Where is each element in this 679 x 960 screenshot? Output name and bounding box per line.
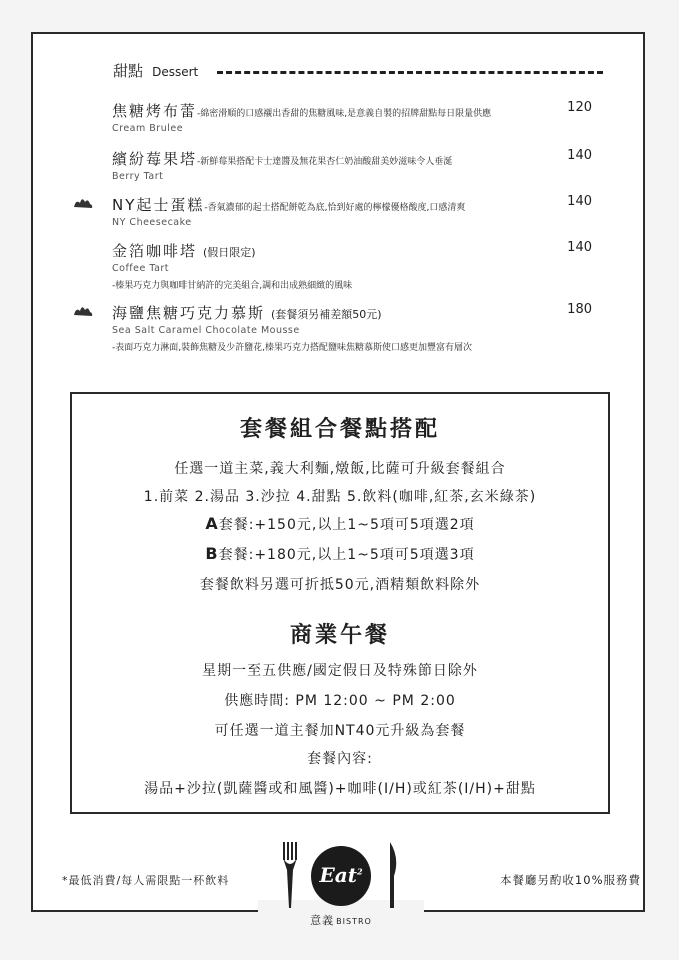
- logo-brand: [311, 863, 371, 887]
- menu-item-sea-salt-mousse: [112, 302, 592, 353]
- section-header: [113, 60, 603, 84]
- lunch-upgrade: 可任選一道主餐加NT40元升級為套餐: [214, 723, 466, 739]
- section-title-en: Dessert: [152, 65, 199, 79]
- plan-a-text: 套餐:+150元,以上1~5項可5項選2項: [218, 517, 475, 533]
- plan-b-label: B: [205, 544, 219, 563]
- item-name-en: Cream Brulee: [112, 123, 184, 134]
- menu-item-cream-brulee: [112, 100, 592, 134]
- plan-a-label: A: [205, 514, 219, 533]
- lunch-contents: 湯品+沙拉(凱薩醬或和風醬)+咖啡(I/H)或紅茶(I/H)+甜點: [144, 781, 536, 797]
- item-badge: (套餐須另補差額50元): [271, 308, 382, 321]
- item-name-en: NY Cheesecake: [112, 217, 192, 228]
- item-desc: -綿密滑順的口感襯出香甜的焦糖風味,是意義自製的招牌甜點每日限量供應: [197, 109, 492, 119]
- item-badge: (假日限定): [203, 246, 256, 259]
- item-price: 140: [567, 194, 592, 209]
- logo-tag-zh: 意義: [310, 914, 335, 927]
- item-name-en: Coffee Tart: [112, 263, 170, 274]
- item-name: 金箔咖啡塔: [112, 242, 198, 260]
- service-charge-note: 本餐廳另酌收10%服務費: [499, 873, 641, 887]
- item-name-en: Berry Tart: [112, 171, 164, 182]
- set-meal-box: [70, 392, 610, 814]
- set-meal-courses: 1.前菜 2.湯品 3.沙拉 4.甜點 5.飲料(咖啡,紅茶,玄米綠茶): [143, 489, 537, 505]
- item-name: 焦糖烤布蕾: [112, 102, 198, 120]
- knife-icon: [376, 840, 406, 910]
- logo-tag-en: BISTRO: [336, 917, 372, 926]
- set-meal-title: 套餐組合餐點搭配: [239, 417, 440, 442]
- lunch-days: 星期一至五供應/國定假日及特殊節日除外: [202, 663, 478, 679]
- item-note: -表面巧克力淋面,裝飾焦糖及少許鹽花,榛果巧克力搭配鹽味焦糖慕斯使口感更加豐富有層次: [112, 343, 472, 353]
- item-note: -榛果巧克力與咖啡甘納許的完美組合,調和出成熟細緻的風味: [112, 281, 353, 291]
- set-meal-line: 任選一道主菜,義大利麵,燉飯,比薩可升級套餐組合: [174, 461, 506, 477]
- bistro-logo: [276, 840, 406, 952]
- item-desc: -新鮮莓果搭配卡士達醬及無花果杏仁奶油酸甜美妙滋味令人垂涎: [197, 157, 453, 167]
- section-title-zh: 甜點: [113, 62, 144, 80]
- plan-b: [72, 544, 608, 564]
- item-price: 140: [567, 240, 592, 255]
- dashed-divider: [217, 71, 603, 74]
- set-meal-drink-note: 套餐飲料另選可折抵50元,酒精類飲料除外: [199, 577, 481, 593]
- chef-recommend-icon: [72, 303, 94, 319]
- item-price: 180: [567, 302, 592, 317]
- logo-tag: [276, 912, 406, 928]
- minimum-charge-note: *最低消費/每人需限點一杯飲料: [62, 874, 230, 887]
- chef-recommend-icon: [72, 195, 94, 211]
- business-lunch-title: 商業午餐: [289, 623, 390, 648]
- item-desc: -香氣濃郁的起士搭配餅乾為底,恰到好處的檸檬優格酸度,口感清爽: [204, 203, 466, 213]
- logo-brand-text: Eat: [319, 863, 357, 887]
- fork-icon: [276, 840, 306, 910]
- menu-item-ny-cheesecake: [112, 194, 592, 228]
- lunch-hours: 供應時間: PM 12:00 ~ PM 2:00: [224, 693, 456, 709]
- item-name: 海鹽焦糖巧克力慕斯: [112, 304, 266, 322]
- menu-item-coffee-tart: [112, 240, 592, 291]
- plan-a: [72, 514, 608, 534]
- lunch-contents-label: 套餐內容:: [307, 751, 373, 767]
- item-price: 120: [567, 100, 592, 115]
- logo-superscript: 2: [356, 866, 363, 877]
- plan-b-text: 套餐:+180元,以上1~5項可5項選3項: [218, 547, 475, 563]
- menu-item-berry-tart: [112, 148, 592, 182]
- item-name-en: Sea Salt Caramel Chocolate Mousse: [112, 325, 300, 336]
- item-price: 140: [567, 148, 592, 163]
- item-name: NY起士蛋糕: [112, 196, 205, 214]
- item-name: 繽紛莓果塔: [112, 150, 198, 168]
